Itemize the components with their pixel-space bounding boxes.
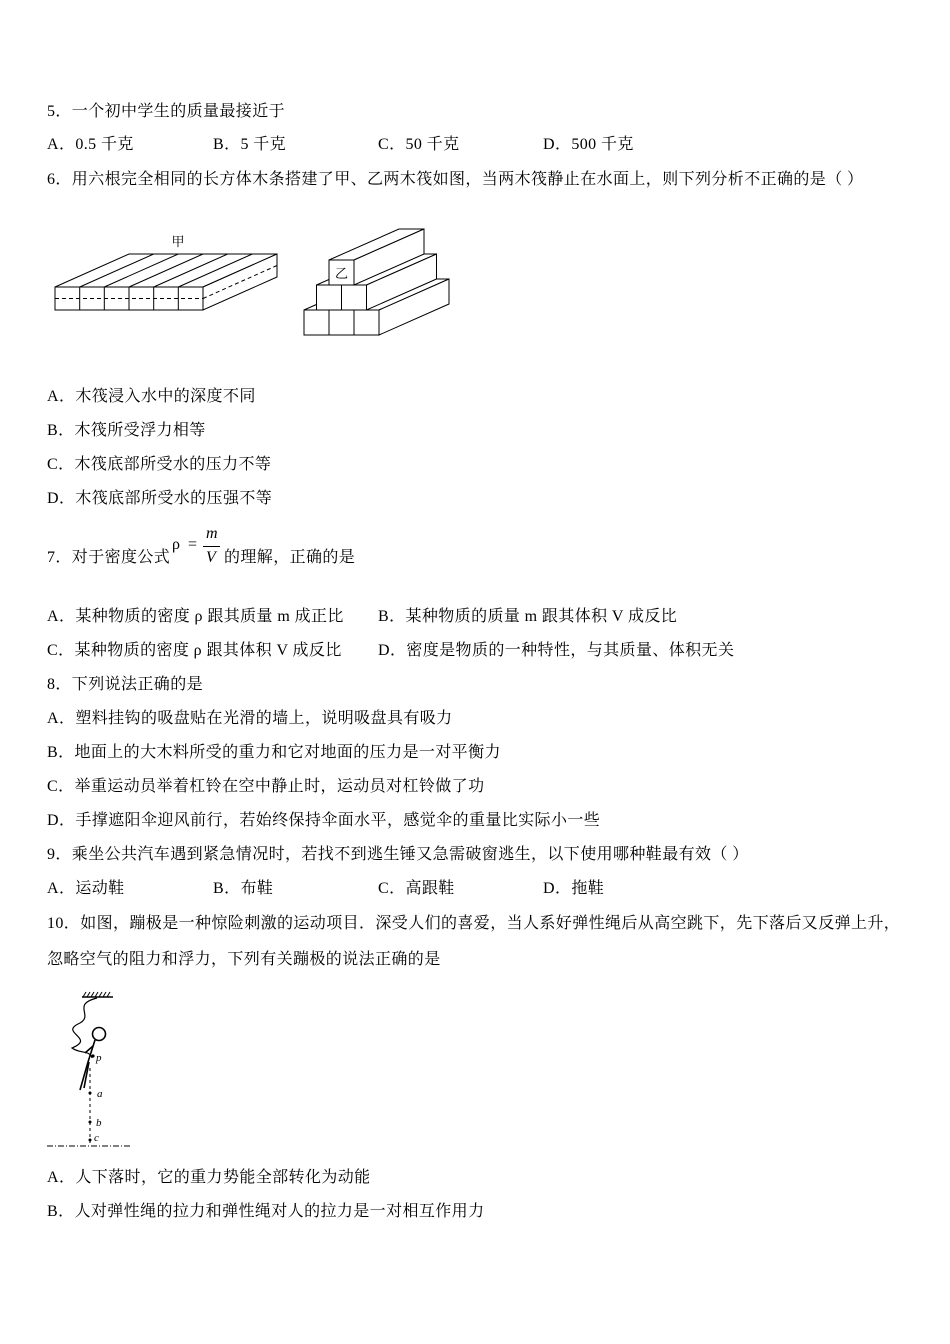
point-b — [89, 1121, 92, 1124]
q8-option-b: B．地面上的大木料所受的重力和它对地面的压力是一对平衡力 — [47, 744, 501, 761]
raft-yi — [304, 229, 449, 335]
q7-stem-after: 的理解，正确的是 — [224, 549, 356, 566]
q9-stem: 9．乘坐公共汽车遇到紧急情况时，若找不到逃生锤又急需破窗逃生，以下使用哪种鞋最有效（ ） — [47, 846, 749, 863]
raft-yi-label: 乙 — [334, 266, 349, 281]
q7-option-c: C．某种物质的密度 ρ 跟其体积 V 成反比 — [47, 642, 342, 659]
q10-option-a: A．人下落时，它的重力势能全部转化为动能 — [47, 1169, 371, 1186]
q7-option-d: D．密度是物质的一种特性，与其质量、体积无关 — [378, 642, 735, 659]
raft-jia-label: 甲 — [171, 234, 185, 249]
formula-denominator: V — [206, 549, 216, 566]
q6-option-d: D．木筏底部所受水的压强不等 — [47, 490, 273, 507]
label-p: p — [96, 1052, 102, 1064]
q9-option-d: D．拖鞋 — [543, 880, 605, 897]
raft-figure — [40, 225, 460, 345]
q6-option-b: B．木筏所受浮力相等 — [47, 422, 206, 439]
q5-option-a: A．0.5 千克 — [47, 136, 134, 153]
q9-option-b: B．布鞋 — [213, 880, 274, 897]
q8-option-c: C．举重运动员举着杠铃在空中静止时，运动员对杠铃做了功 — [47, 778, 485, 795]
label-c: c — [94, 1132, 99, 1144]
q5-option-d: D．500 千克 — [543, 136, 634, 153]
q8-option-a: A．塑料挂钩的吸盘贴在光滑的墙上，说明吸盘具有吸力 — [47, 710, 453, 727]
point-p — [91, 1054, 94, 1057]
label-b: b — [96, 1117, 102, 1129]
bungee-figure — [40, 985, 150, 1155]
q8-stem: 8．下列说法正确的是 — [47, 676, 204, 693]
point-c — [89, 1139, 92, 1142]
formula-rho: ρ — [172, 536, 180, 553]
jumper-head — [93, 1028, 106, 1041]
formula-equals: = — [188, 536, 198, 553]
ceiling-support — [82, 992, 113, 997]
q9-option-c: C．高跟鞋 — [378, 880, 455, 897]
q6-option-a: A．木筏浸入水中的深度不同 — [47, 388, 256, 405]
raft-jia — [55, 234, 277, 310]
q7-stem-before: 7．对于密度公式 — [47, 549, 171, 566]
q5-option-c: C．50 千克 — [378, 136, 460, 153]
q6-option-c: C．木筏底部所受水的压力不等 — [47, 456, 272, 473]
q7-option-b: B．某种物质的质量 m 跟其体积 V 成反比 — [378, 608, 678, 625]
formula-numerator: m — [206, 525, 218, 542]
q5-stem: 5．一个初中学生的质量最接近于 — [47, 103, 286, 120]
q9-option-a: A．运动鞋 — [47, 880, 125, 897]
q6-stem: 6．用六根完全相同的长方体木条搭建了甲、乙两木筏如图，当两木筏静止在水面上，则下列分析不正确的是（ ） — [47, 171, 864, 188]
elastic-rope — [72, 998, 97, 1058]
q10-stem-line2: 忽略空气的阻力和浮力，下列有关蹦极的说法正确的是 — [47, 951, 441, 968]
point-a — [89, 1092, 92, 1095]
q8-option-d: D．手撑遮阳伞迎风前行，若始终保持伞面水平，感觉伞的重量比实际小一些 — [47, 812, 601, 829]
q10-stem-line1: 10．如图，蹦极是一种惊险刺激的运动项目．深受人们的喜爱，当人系好弹性绳后从高空跳下，先下落后又反弹上升， — [47, 915, 901, 932]
jumper — [80, 1028, 106, 1091]
q7-option-a: A．某种物质的密度 ρ 跟其质量 m 成正比 — [47, 608, 344, 625]
q10-option-b: B．人对弹性绳的拉力和弹性绳对人的拉力是一对相互作用力 — [47, 1203, 485, 1220]
label-a: a — [97, 1088, 103, 1100]
q5-option-b: B．5 千克 — [213, 136, 287, 153]
formula-fraction-bar — [203, 546, 220, 547]
